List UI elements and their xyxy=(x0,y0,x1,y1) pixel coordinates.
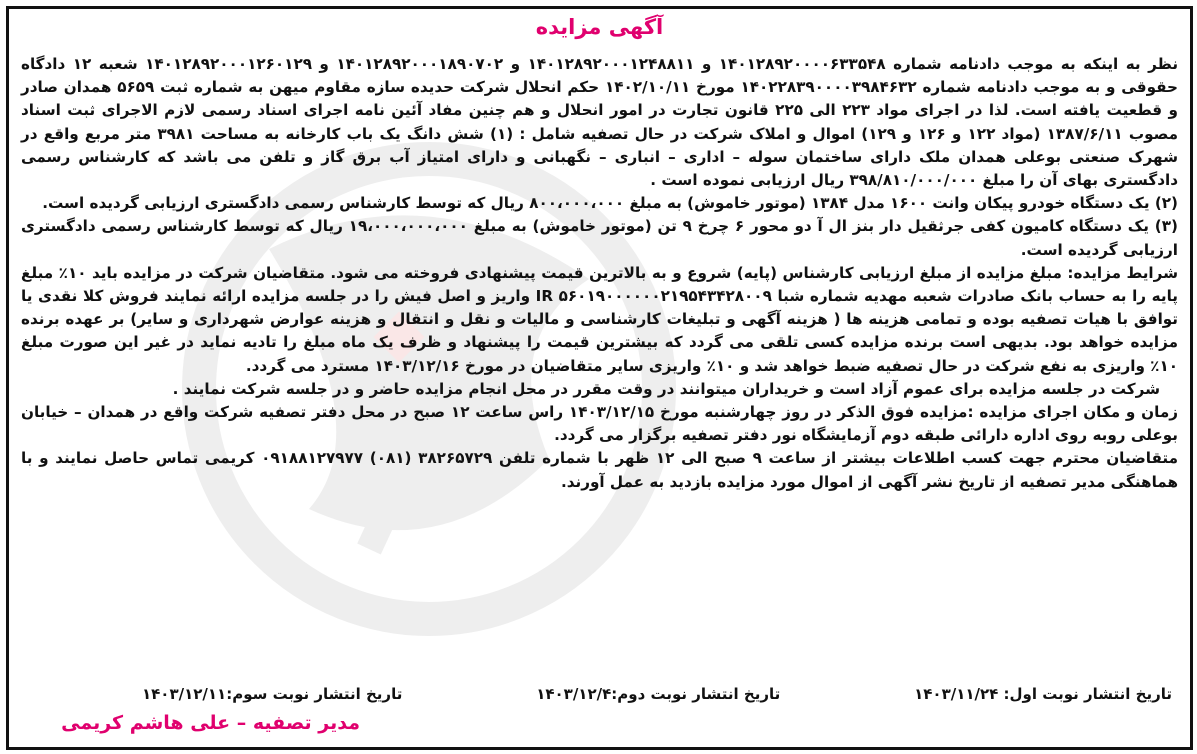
advertisement-frame xyxy=(6,6,1193,750)
paragraph-intro: نظر به اینکه به موجب دادنامه شماره ۱۴۰۱۲۸۹۲۰۰۰۰۶۳۳۵۴۸ و ۱۴۰۱۲۸۹۲۰۰۰۱۲۴۸۸۱۱ و ۱۴۰۱۲۸۹۲۰۰۰۱۸۹۰۷۰۲ و ۱۴۰۱۲۸۹۲۰۰۰۱۲۶۰۱۲۹ شعبه ۱۲ دادگاه حقوقی و به موجب دادنامه شماره ۱۴۰۲۲۸۳۹۰۰۰۰۳۹۸۴۶۳۲ مورخ ۱۴۰۲/۱۰/۱۱ حکم انحلال شرکت حدیده سازه مقاوم میهن به شماره ثبت ۵۶۵۹ همدان صادر و قطعیت یافته است. لذا در اجرای مواد ۲۲۳ الی ۲۲۵ قانون تجارت در امور انحلال و هم چنین مفاد آئین نامه اجرای اسناد رسمی لازم الاجرای ثبت اسناد مصوب ۱۳۸۷/۶/۱۱ (مواد ۱۲۲ و ۱۲۶ و ۱۲۹) اموال و املاک شرکت در حال تصفیه شامل : (۱) شش دانگ یک باب کارخانه به مساحت ۳۹۸۱ متر مربع واقع در شهرک صنعتی بوعلی همدان ملک دارای ساختمان سوله – اداری – انباری – نگهبانی و دارای امتیاز آب برق گاز و تلفن می باشد که کارشناس رسمی دادگستری بهای آن را مبلغ ۳۹۸/۸۱۰/۰۰۰/۰۰۰ ریال ارزیابی نموده است . xyxy=(21,55,1179,190)
publication-date-third: تاریخ انتشار نوبت سوم:۱۴۰۳/۱۲/۱۱ xyxy=(142,685,403,703)
paragraph-time-place: زمان و مکان اجرای مزایده :مزایده فوق الذکر در روز چهارشنبه مورخ ۱۴۰۳/۱۲/۱۵ راس ساعت ۱۲ صبح در محل دفتر تصفیه شرکت واقع در همدان – خیابان بوعلی روبه روی اداره دارائی طبقه دوم آزمایشگاه نور دفتر تصفیه برگزار می گردد. xyxy=(21,403,1178,445)
paragraph-participation: شرکت در جلسه مزایده برای عموم آزاد است و خریداران میتوانند در وقت مقرر در محل انجام مزایده حاضر و در جلسه شرکت نمایند . xyxy=(172,379,1160,398)
ad-title: آگهی مزایده xyxy=(535,15,664,39)
paragraph-conditions: شرایط مزایده: مبلغ مزایده از مبلغ ارزیابی کارشناس (پایه) شروع و به بالاترین قیمت پیشنهادی فروخته می شود. متقاضیان شرکت در مزایده باید ۱۰٪ مبلغ پایه را به حساب بانک صادرات شعبه مهدیه شماره شبا IR ۵۶۰۱۹۰۰۰۰۰۰۲۱۹۵۴۳۴۲۸۰۰۹ واریز و اصل فیش را در جلسه مزایده ارائه نمایند فروش کلا نقدی یا توافق با هیات تصفیه بوده و تمامی هزینه ها ( هزینه آگهی و تبلیغات کارشناسی و مالیات و نقل و انتقال و هزینه عوارض شهرداری و سایر) بر عهده برنده مزایده خواهد بود. بدیهی است برنده مزایده کسی تلقی می گردد که بیشترین قیمت را پیشنهاد و ظرف یک ماه مبلغ را تادیه نماید در غیر این صورت مبلغ ۱۰٪ واریزی به نفع شرکت در حال تصفیه ضبط خواهد شد و ۱۰٪ واریزی سایر متقاضیان در مورخ ۱۴۰۳/۱۲/۱۶ مسترد می گردد. xyxy=(21,263,1179,375)
liquidator-signature: مدیر تصفیه – علی هاشم کریمی xyxy=(61,712,360,734)
ad-body xyxy=(21,53,1178,494)
paragraph-contact: متقاضیان محترم جهت کسب اطلاعات بیشتر از ساعت ۹ صبح الی ۱۲ ظهر با شماره تلفن ۳۸۲۶۵۷۲۹ (۰۸۱) ۰۹۱۸۸۱۲۷۹۷۷ کریمی تماس حاصل نمایند و با هماهنگی مدیر تصفیه از تاریخ نشر آگهی از اموال مورد مزایده بازدید به عمل آورند. xyxy=(21,449,1178,491)
paragraph-item-2: (۲) یک دستگاه خودرو پیکان وانت ۱۶۰۰ مدل ۱۳۸۴ (موتور خاموش) به مبلغ ۸۰۰،۰۰۰،۰۰۰ ریال که توسط کارشناس رسمی دادگستری ارزیابی گردیده است. xyxy=(42,194,1178,213)
publication-dates xyxy=(142,685,1172,703)
publication-date-second: تاریخ انتشار نوبت دوم:۱۴۰۳/۱۲/۴ xyxy=(536,685,781,703)
paragraph-item-3: (۳) یک دستگاه کامیون کفی جرثقیل دار بنز ال آ دو محور ۶ چرخ ۹ تن (موتور خاموش) به مبلغ ۱۹،۰۰۰،۰۰۰،۰۰۰ ریال که توسط کارشناس رسمی دادگستری ارزیابی گردیده است. xyxy=(21,217,1178,259)
publication-date-first: تاریخ انتشار نوبت اول: ۱۴۰۳/۱۱/۲۴ xyxy=(914,685,1172,703)
